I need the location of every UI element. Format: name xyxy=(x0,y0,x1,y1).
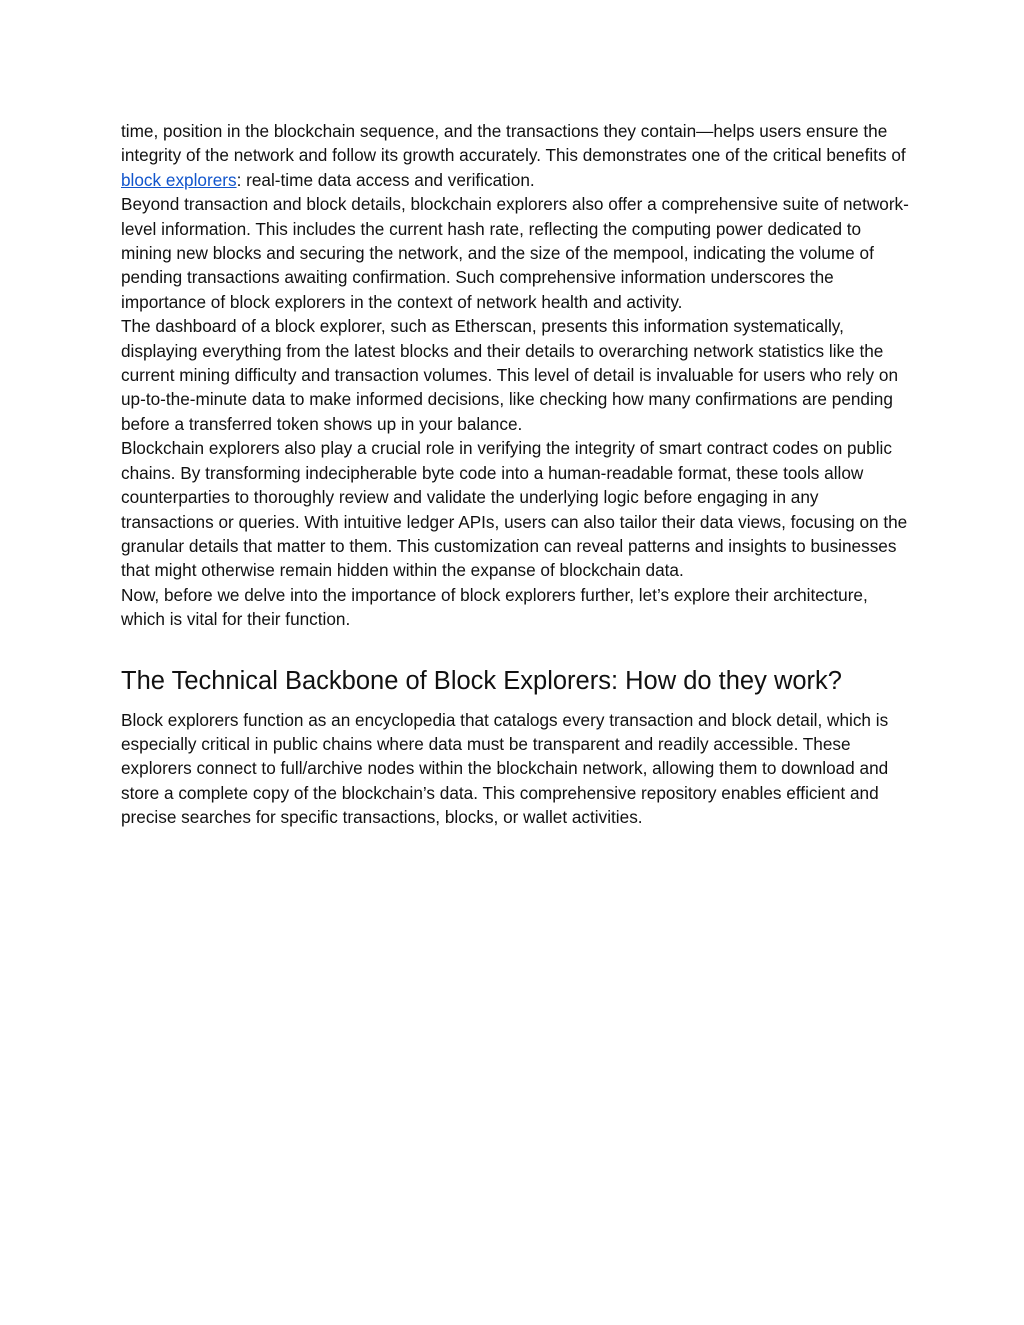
paragraph-dashboard: The dashboard of a block explorer, such as Etherscan, presents this information systematically, displaying everything from the latest blocks and their details to overarching network statistics like the current mining difficulty and transaction volumes. This level of detail is invaluable for users who rely on up-to-the-minute data to make informed decisions, like checking how many confirmations are pending before a transferred token shows up in your balance. xyxy=(121,316,899,434)
paragraph-architecture-intro: Now, before we delve into the importance of block explorers further, let’s explore their architecture, which is vital for their function. xyxy=(121,584,868,630)
paragraph-network-info: Beyond transaction and block details, blockchain explorers also offer a comprehensive suite of network-level information. This includes the current hash rate, reflecting the computing power dedicated to mining new blocks and securing the network, and the size of the mempool, indicating the volume of pending transactions awaiting confirmation. Such comprehensive information underscores the importance of block explorers in the context of network health and activity. xyxy=(121,194,909,312)
paragraph-text: : real-time data access and verification. xyxy=(236,169,535,190)
paragraph-smart-contracts: Blockchain explorers also play a crucial role in verifying the integrity of smart contract codes on public chains. By transforming indecipherable byte code into a human-readable format, these tools allow counterparties to thoroughly review and validate the underlying logic before engaging in any transactions or queries. With intuitive ledger APIs, users can also tailor their data views, focusing on the granular details that matter to them. This customization can reveal patterns and insights to businesses that might otherwise remain hidden within the expanse of blockchain data. xyxy=(121,438,908,581)
paragraph-encyclopedia: Block explorers function as an encyclopedia that catalogs every transaction and block detail, which is especially critical in public chains where data must be transparent and readily accessible. These explorers connect to full/archive nodes within the blockchain network, allowing them to download and store a complete copy of the blockchain’s data. This comprehensive repository enables efficient and precise searches for specific transactions, blocks, or wallet activities. xyxy=(121,709,889,828)
paragraph-block-explorer-benefits xyxy=(121,119,911,192)
section-heading: The Technical Backbone of Block Explorers: How do they work? xyxy=(121,666,842,695)
block-explorers-link[interactable]: block explorers xyxy=(121,169,237,190)
paragraph-text: time, position in the blockchain sequence, and the transactions they contain—helps users ensure the integrity of the network and follow its growth accurately. This demonstrates one of the critical benefits of xyxy=(121,121,906,166)
document-page xyxy=(121,119,911,830)
